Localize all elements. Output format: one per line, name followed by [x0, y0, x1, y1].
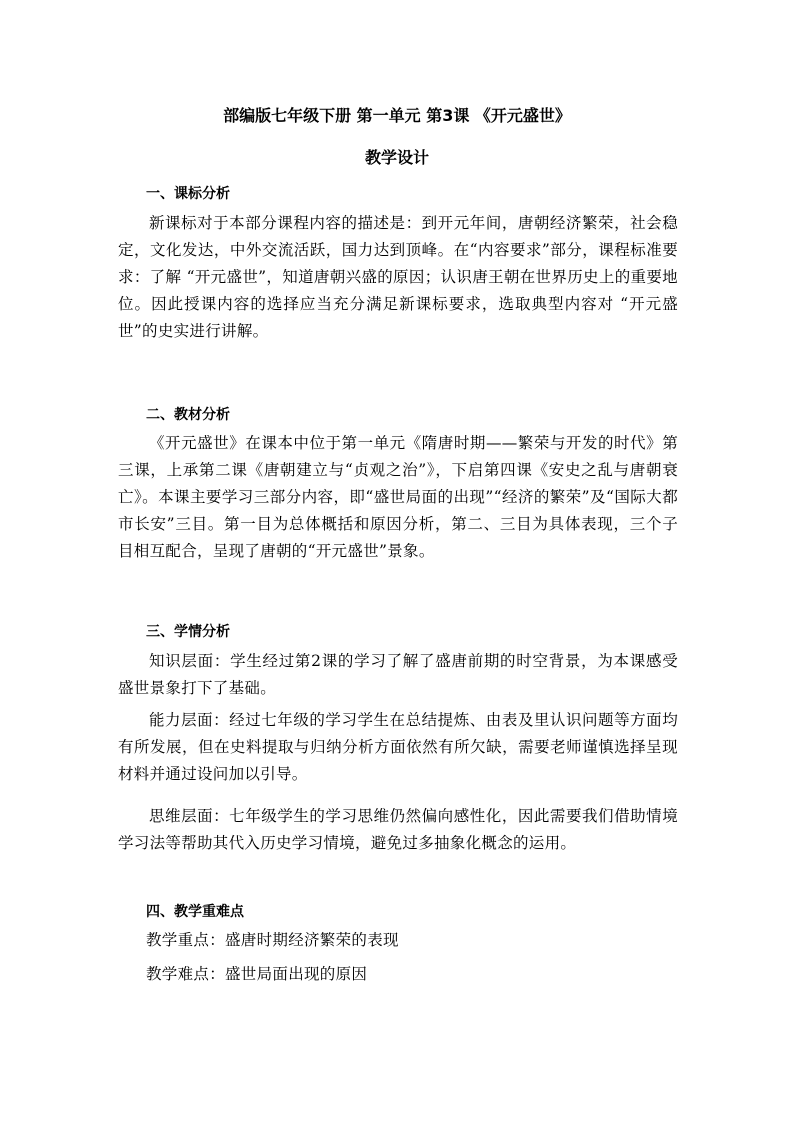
- key-point-line: 教学重点：盛唐时期经济繁荣的表现: [146, 931, 399, 949]
- section-heading-learners: 三、学情分析: [146, 624, 230, 640]
- section-paragraph-thinking: 思维层面：七年级学生的学习思维仍然偏向感性化，因此需要我们借助情境学习法等帮助其代入历史学习情境，避免过多抽象化概念的运用。: [118, 807, 678, 852]
- section-paragraph-curriculum: 新课标对于本部分课程内容的描述是：到开元年间，唐朝经济繁荣，社会稳定，文化发达，中外交流活跃，国力达到顶峰。在“内容要求”部分，课程标准要求：了解 “开元盛世”，知道唐朝兴盛的原因；认识唐王朝在世界历史上的重要地位。因此授课内容的选择应当充分满足新课标要求，选取典型内容对 “开元盛世”的史实进行讲解。: [118, 214, 678, 340]
- section-heading-curriculum: 一、课标分析: [146, 186, 230, 202]
- document-subtitle: 教学设计: [364, 148, 429, 167]
- section-heading-key-points: 四、教学重难点: [146, 904, 244, 920]
- section-paragraph-ability: 能力层面：经过七年级的学习学生在总结提炼、由表及里认识问题等方面均有所发展，但在史料提取与归纳分析方面依然有所欠缺，需要老师谨慎选择呈现材料并通过设问加以引导。: [118, 711, 678, 783]
- document-title: 部编版七年级下册 第一单元 第3课 《开元盛世》: [223, 106, 571, 125]
- section-paragraph-knowledge: 知识层面：学生经过第2课的学习了解了盛唐前期的时空背景，为本课感受盛世景象打下了基础。: [118, 652, 678, 697]
- difficult-point-line: 教学难点：盛世局面出现的原因: [146, 965, 368, 983]
- section-heading-textbook: 二、教材分析: [146, 407, 230, 423]
- section-paragraph-textbook: 《开元盛世》在课本中位于第一单元《隋唐时期——繁荣与开发的时代》第三课，上承第二课《唐朝建立与“贞观之治”》，下启第四课《安史之乱与唐朝衰亡》。本课主要学习三部分内容，即“盛世局面的出现”“经济的繁荣”及“国际大都市长安”三目。第一目为总体概括和原因分析，第二、三目为具体表现，三个子目相互配合，呈现了唐朝的“开元盛世”景象。: [118, 434, 678, 560]
